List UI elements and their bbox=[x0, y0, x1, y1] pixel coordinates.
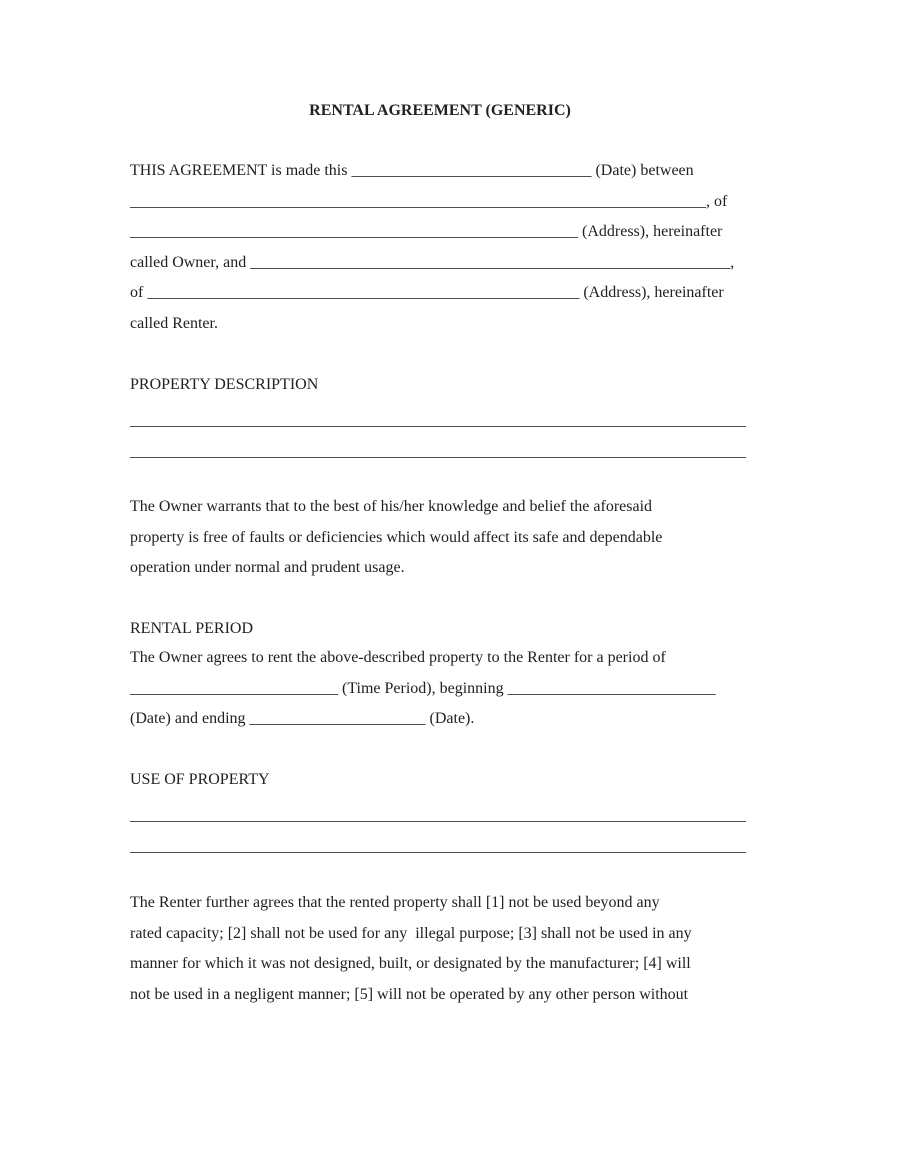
rental-period-paragraph bbox=[130, 643, 770, 735]
use-of-property-blank-lines bbox=[130, 800, 770, 862]
intro-line: THIS AGREEMENT is made this ______________________________ (Date) between bbox=[130, 162, 694, 179]
warranty-line: operation under normal and prudent usage. bbox=[130, 559, 405, 576]
section-heading-text: RENTAL PERIOD bbox=[130, 620, 254, 637]
use-terms-line: manner for which it was not designed, built, or designated by the manufacturer; [4] will bbox=[130, 955, 691, 972]
intro-paragraph bbox=[130, 156, 770, 339]
intro-line: ________________________________________________________ (Address), hereinafter bbox=[130, 223, 723, 240]
intro-line: of ______________________________________________________ (Address), hereinafter bbox=[130, 284, 724, 301]
section-heading-property-description bbox=[130, 370, 770, 400]
intro-line: called Owner, and ____________________________________________________________, bbox=[130, 253, 735, 271]
warranty-paragraph bbox=[130, 492, 770, 584]
document-title: RENTAL AGREEMENT (GENERIC) bbox=[309, 102, 571, 119]
warranty-line: property is free of faults or deficiencies which would affect its safe and dependable bbox=[130, 528, 663, 546]
blank-line: _____________________________________________________________________________ bbox=[130, 838, 746, 855]
use-terms-line: The Renter further agrees that the rented property shall [1] not be used beyond any bbox=[130, 894, 660, 911]
rental-period-line: The Owner agrees to rent the above-described property to the Renter for a period of bbox=[130, 649, 666, 666]
use-terms-paragraph bbox=[130, 888, 770, 1010]
blank-line: _____________________________________________________________________________ bbox=[130, 443, 746, 460]
blank-line: _____________________________________________________________________________ bbox=[130, 807, 746, 824]
rental-period-line: (Date) and ending ______________________ (Date). bbox=[130, 710, 475, 727]
property-description-blank-lines bbox=[130, 405, 770, 467]
intro-line: called Renter. bbox=[130, 314, 218, 332]
use-terms-line: not be used in a negligent manner; [5] will not be operated by any other person without bbox=[130, 985, 689, 1003]
warranty-line: The Owner warrants that to the best of his/her knowledge and belief the aforesaid bbox=[130, 498, 653, 515]
section-heading-rental-period bbox=[130, 614, 770, 644]
rental-period-line: __________________________ (Time Period), beginning __________________________ bbox=[130, 679, 716, 697]
use-terms-line: rated capacity; [2] shall not be used for any illegal purpose; [3] shall not be used in any bbox=[130, 924, 692, 942]
section-heading-text: USE OF PROPERTY bbox=[130, 771, 270, 788]
intro-line: ________________________________________________________________________, of bbox=[130, 192, 728, 210]
section-heading-text: PROPERTY DESCRIPTION bbox=[130, 376, 319, 393]
section-heading-use-of-property bbox=[130, 765, 770, 795]
blank-line: _____________________________________________________________________________ bbox=[130, 412, 746, 429]
